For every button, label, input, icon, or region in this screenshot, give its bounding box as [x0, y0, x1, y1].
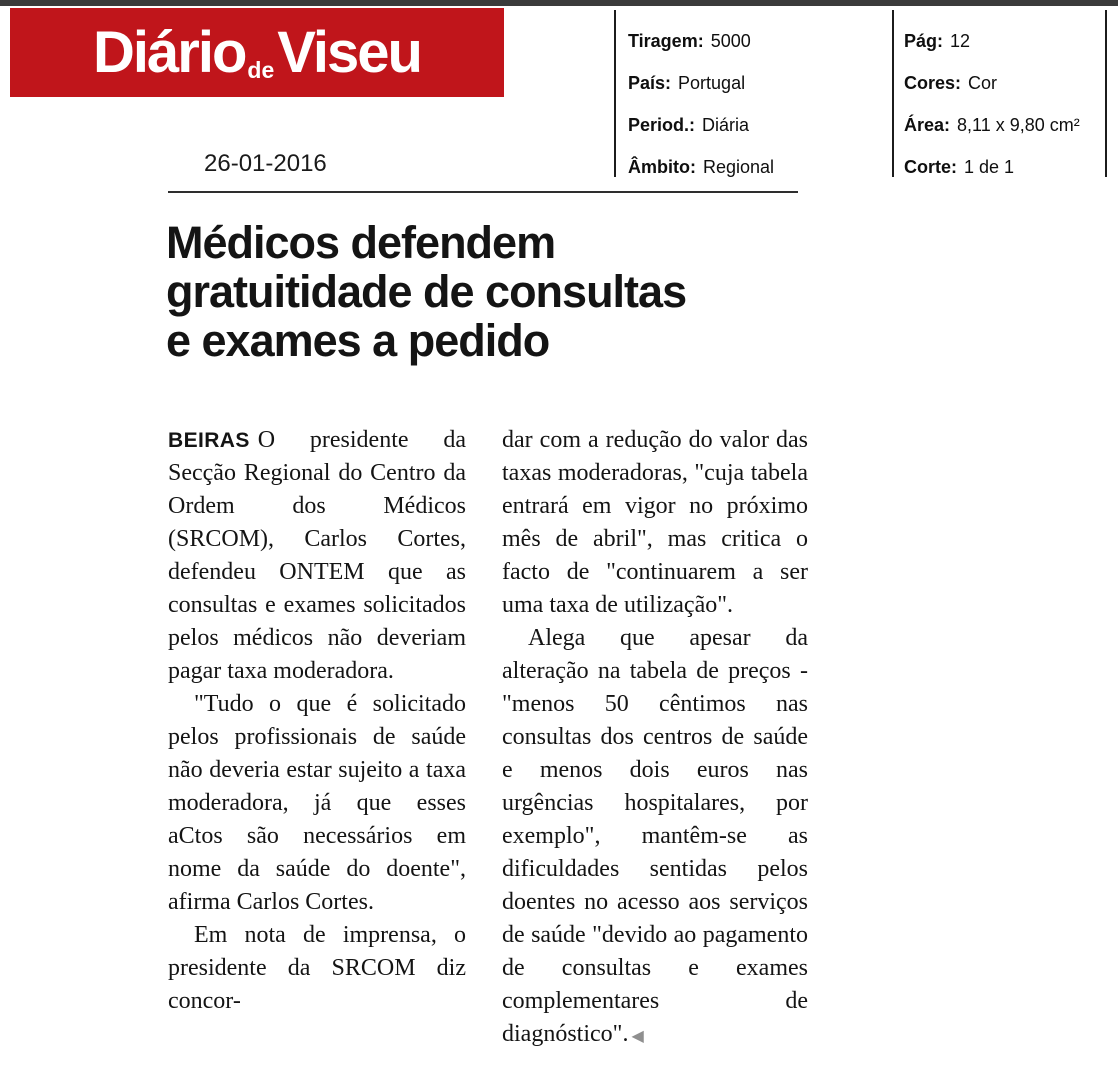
metadata-row-corte [904, 146, 1080, 188]
metadata-label: Área: [904, 114, 951, 135]
metadata-value: 1 de 1 [964, 156, 1015, 177]
metadata-label: País: [628, 72, 672, 93]
article-left-column [168, 424, 466, 1018]
article-paragraph-1 [168, 424, 466, 688]
metadata-value: Cor [968, 72, 998, 93]
metadata-label: Pág: [904, 30, 944, 51]
metadata-label: Corte: [904, 156, 957, 177]
newspaper-logo [10, 8, 504, 97]
paragraph-text: Alega que apesar da alteração na tabela de preços - "menos 50 cêntimos nas consultas dos centros de saúde e menos dois euros nas urgências hospitalares, por exemplo", mantêm-se as dificuldades sentidas pelos doentes no acesso aos serviços de saúde "devido ao pagamento de consultas e exames complementares de diagnóstico". [502, 625, 808, 1047]
metadata-value: 8,11 x 9,80 cm² [957, 114, 1080, 135]
metadata-value: Portugal [678, 72, 746, 93]
metadata-label: Cores: [904, 72, 962, 93]
clipping-metadata-column-2 [904, 20, 1080, 188]
metadata-value: Diária [702, 114, 750, 135]
metadata-row-area [904, 104, 1080, 146]
article-paragraph-2: "Tudo o que é solicitado pelos profissionais de saúde não deveria estar sujeito a taxa moderadora, já que esses aCtos são necessários em nome da saúde do doente", afirma Carlos Cortes. [168, 691, 466, 915]
article-paragraph-3-continued: dar com a redução do valor das taxas moderadoras, "cuja tabela entrará em vigor no próximo mês de abril", mas critica o facto de "continuarem a ser uma taxa de utilização". [502, 427, 808, 618]
paragraph-text: O presidente da Secção Regional do Centro da Ordem dos Médicos (SRCOM), Carlos Cortes, defendeu ONTEM que as consultas e exames solicitados pelos médicos não deveriam pagar taxa moderadora. [168, 427, 466, 684]
article-paragraph-3: Em nota de imprensa, o presidente da SRCOM diz concor- [168, 922, 466, 1014]
metadata-row-pais [628, 62, 774, 104]
metadata-value: 12 [950, 30, 971, 51]
metadata-label: Period.: [628, 114, 696, 135]
metadata-row-periodicidade [628, 104, 774, 146]
headline-line-2: gratuitidade de consultas [166, 266, 687, 317]
metadata-label: Tiragem: [628, 30, 704, 51]
publication-date: 26-01-2016 [204, 150, 327, 177]
top-bar [0, 0, 1118, 6]
end-of-article-icon: ◀ [631, 1028, 644, 1045]
metadata-separator-1 [614, 10, 616, 177]
metadata-row-ambito [628, 146, 774, 188]
article-paragraph-4 [502, 622, 808, 1053]
logo-word-viseu: Viseu [277, 19, 421, 85]
article-right-column [502, 424, 808, 1053]
headline-line-1: Médicos defendem [166, 217, 556, 268]
metadata-separator-2 [892, 10, 894, 177]
clipping-metadata-column-1 [628, 20, 774, 188]
metadata-label: Âmbito: [628, 156, 696, 177]
metadata-row-tiragem [628, 20, 774, 62]
logo-word-diario: Diário [93, 19, 246, 85]
headline-line-3: e exames a pedido [166, 315, 550, 366]
metadata-row-pagina [904, 20, 1080, 62]
article-headline [166, 218, 856, 365]
lead-location-tag: BEIRAS [168, 429, 250, 452]
metadata-row-cores [904, 62, 1080, 104]
metadata-separator-3 [1105, 10, 1107, 177]
logo-word-de: de [247, 57, 275, 83]
metadata-value: 5000 [710, 30, 751, 51]
header-rule [168, 191, 798, 193]
metadata-value: Regional [702, 156, 775, 177]
